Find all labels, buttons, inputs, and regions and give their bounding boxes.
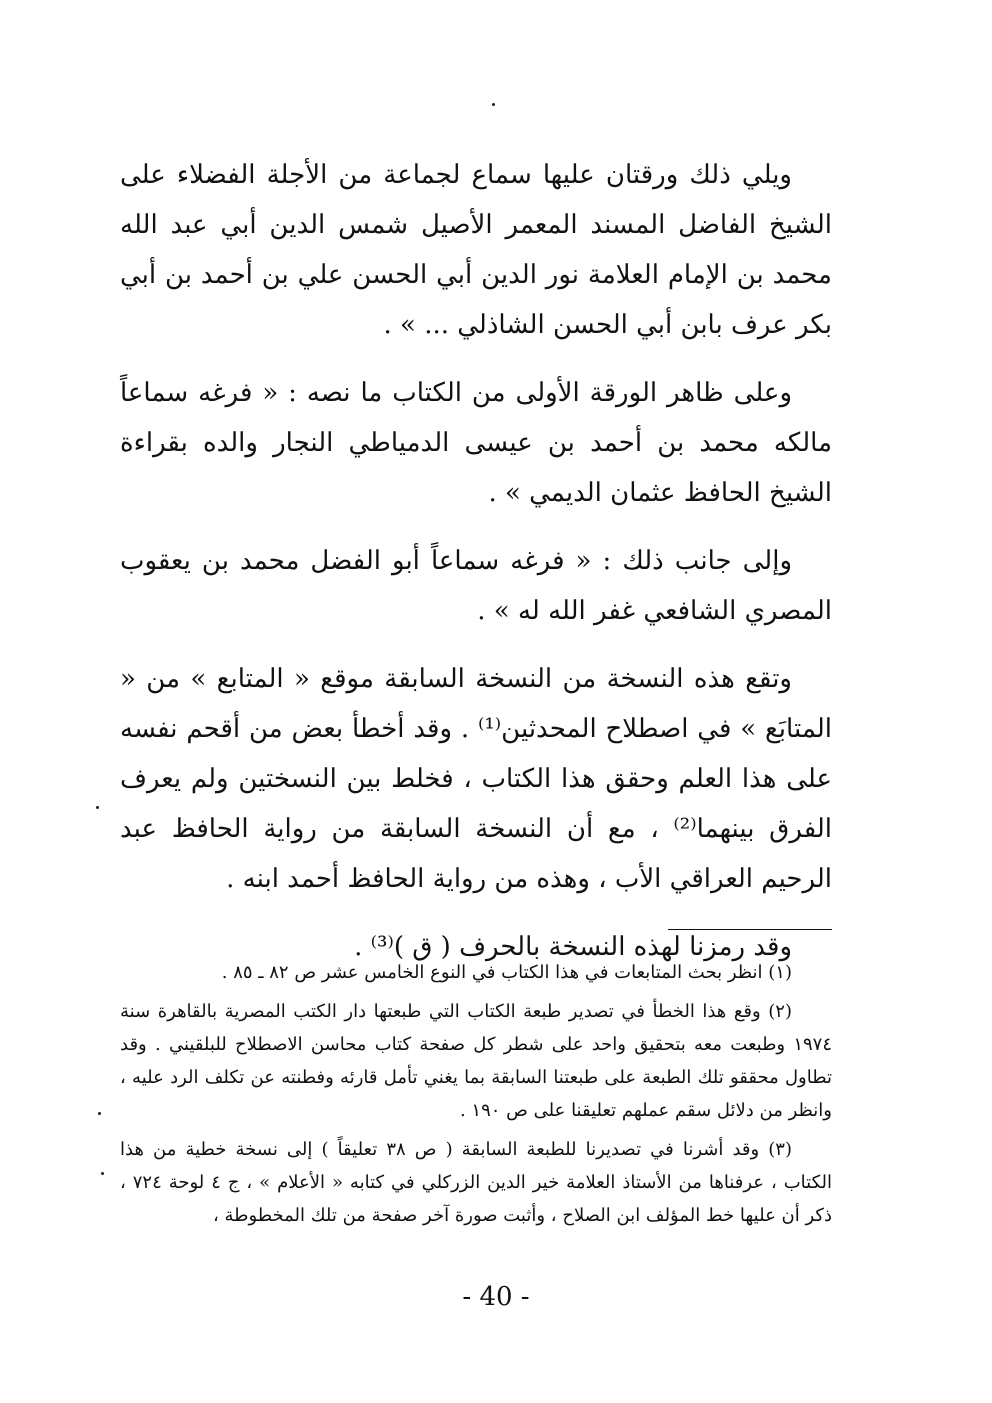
main-text xyxy=(120,150,832,990)
scan-speck xyxy=(101,1172,104,1175)
paragraph-5: وقد رمزنا لهذه النسخة بالحرف ( ق )⁽³⁾ . xyxy=(354,932,792,962)
scan-speck xyxy=(98,1112,101,1115)
scan-speck xyxy=(492,103,495,106)
paragraph-2: وعلى ظاهر الورقة الأولى من الكتاب ما نصه : « فرغه سماعاً مالكه محمد بن أحمد بن عيسى الدمياطي النجار والده بقراءة الشيخ الحافظ عثمان الديمي » . xyxy=(120,378,832,508)
footnote-separator xyxy=(668,929,832,930)
footnote-1: (١) انظر بحث المتابعات في هذا الكتاب في النوع الخامس عشر ص ٨٢ ـ ٨٥ . xyxy=(221,962,792,983)
scan-speck xyxy=(96,806,99,809)
paragraph-4: وتقع هذه النسخة من النسخة السابقة موقع « المتابع » من « المتابَع » في اصطلاح المحدثين⁽¹⁾ . وقد أخطأ بعض من أقحم نفسه على هذا العلم وحقق هذا الكتاب ، فخلط بين النسختين ولم يعرف الفرق بينهما⁽²⁾ ، مع أن النسخة السابقة من رواية الحافظ عبد الرحيم العراقي الأب ، وهذه من رواية الحافظ أحمد ابنه . xyxy=(120,664,832,894)
paragraph-3: وإلى جانب ذلك : « فرغه سماعاً أبو الفضل محمد بن يعقوب المصري الشافعي غفر الله له » . xyxy=(120,546,832,626)
page-number: - 40 - xyxy=(462,1282,530,1312)
footnotes xyxy=(120,956,832,1238)
footnote-3: (٣) وقد أشرنا في تصديرنا للطبعة السابقة ( ص ٣٨ تعليقاً ) إلى نسخة خطية من هذا الكتاب ، عرفناها من الأستاذ العلامة خير الدين الزركلي في كتابه « الأعلام » ، ج ٤ لوحة ٧٢٤ ، ذكر أن عليها خط المؤلف ابن الصلاح ، وأثبت صورة آخر صفحة من تلك المخطوطة ، xyxy=(120,1139,832,1226)
footnote-2: (٢) وقع هذا الخطأ في تصدير طبعة الكتاب التي طبعتها دار الكتب المصرية بالقاهرة سنة ١٩٧٤ وطبعت معه بتحقيق واحد على شطر كل صفحة كتاب محاسن الاصطلاح للبلقيني . وقد تطاول محققو تلك الطبعة على طبعتنا السابقة بما يغني تأمل قارئه وفطنته عن تكلف الرد عليه ، وانظر من دلائل سقم عملهم تعليقنا على ص ١٩٠ . xyxy=(120,1001,832,1121)
paragraph-1: ويلي ذلك ورقتان عليها سماع لجماعة من الأجلة الفضلاء على الشيخ الفاضل المسند المعمر الأصيل شمس الدين أبي عبد الله محمد بن الإمام العلامة نور الدين أبي الحسن علي بن أحمد بن أبي بكر عرف بابن أبي الحسن الشاذلي ... » . xyxy=(120,160,832,340)
